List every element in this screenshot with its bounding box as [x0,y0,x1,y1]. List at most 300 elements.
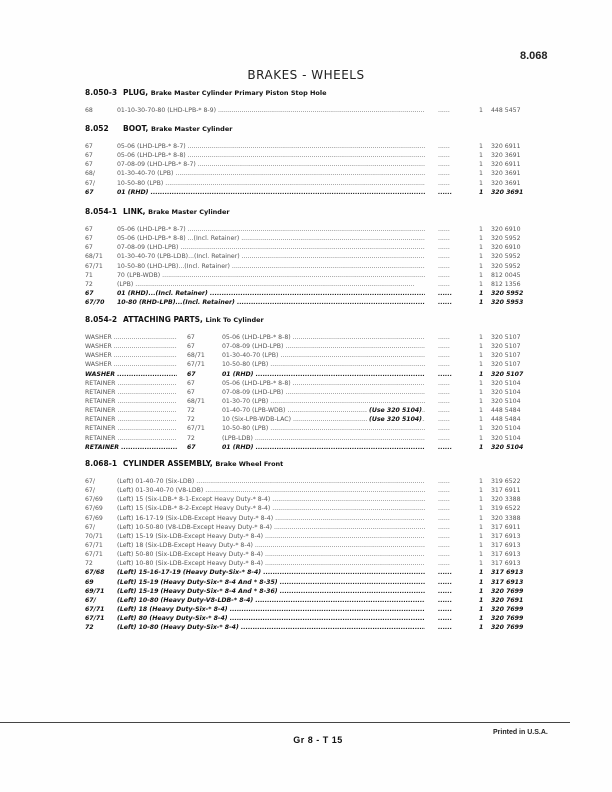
part-row [85,578,524,587]
part-number: 320 5104 [491,443,524,451]
part-number: 317 6911 [491,523,521,531]
part-number: 320 5107 [491,352,521,360]
leader-dots: ...... [438,161,450,169]
leader-dots: ...... [438,587,453,595]
part-row [85,298,524,307]
quantity: 1 [479,161,483,169]
part-number: 317 6913 [491,569,524,577]
model-years: 68/ [85,170,95,178]
model-years: 67 [85,161,93,169]
part-description: (Left) 15-19 (Heavy Duty-Six-* 8-4 And * 8-35) ..... [117,578,425,587]
part-description: (Left) 80 (Heavy Duty-Six-* 8-4) ..... [117,614,425,623]
part-number: 320 5953 [491,299,524,307]
quantity: 1 [479,587,484,595]
part-row [85,623,524,632]
leader-dots: ...... [438,569,453,577]
quantity: 1 [479,434,483,442]
model-years: 67/71 [85,551,103,559]
leader-dots: ...... [438,253,450,261]
quantity: 1 [479,262,483,270]
section-code: 8.052 [85,124,109,133]
quantity: 1 [479,505,483,513]
part-description: 01 (RHD) ..... [222,370,425,379]
use-instead-note: (Use 320 5104) [369,407,423,415]
quantity: 1 [479,596,484,604]
leader-dots: ...... [438,532,450,540]
leader-dots: ...... [438,560,450,568]
part-number: 320 5104 [491,434,521,442]
model-years: 70/71 [85,532,103,540]
part-description: (Left) 15-19 (Six-LDB-Except Heavy Duty-* 8-4) ..... [117,532,425,541]
quantity: 1 [479,443,484,451]
section-code: 8.054-1 [85,207,118,216]
section-name: BOOT, [123,124,149,133]
part-description: 01 (RHD) ..... [222,443,425,452]
model-years: 67 [85,244,93,252]
part-description: 01 (RHD)...(Incl. Retainer) ..... [117,289,425,298]
leader-dots: ...... [438,416,450,424]
section-8-050-3 [85,88,521,115]
part-description: 70 (LPB-WDB) ..... [117,271,425,280]
part-description: 05-06 (LHD-LPB-* 8-8) ..... [222,379,425,388]
section-heading [85,207,505,225]
quantity: 1 [479,578,484,586]
part-description: 07-08-09 (LHD-LPB-* 8-7) ..... [117,160,425,169]
leader-dots: ...... [438,397,450,405]
model-years: 67/69 [85,496,103,504]
part-name: RETAINER ..... [85,415,177,424]
section-heading [85,88,505,106]
part-description: 07-08-09 (LHD-LPB) ..... [222,342,425,351]
part-description: (Left) 01-30-40-70 (V8-LDB) ..... [117,486,425,495]
quantity: 1 [479,569,484,577]
leader-dots: ...... [438,262,450,270]
model-years: 72 [187,434,195,442]
part-description: 05-06 (LHD-LPB-* 8-8) ..... [222,333,425,342]
leader-dots: ...... [438,496,450,504]
part-description: 01-30-40-70 (LPB-LDB)...(Incl. Retainer) ..... [117,252,425,261]
page-title: BRAKES - WHEELS [247,68,365,82]
part-number: 320 5107 [491,361,521,369]
quantity: 1 [479,551,483,559]
page-footer: Gr 8 - T 15 [293,735,343,745]
part-row [85,434,521,443]
quantity: 1 [479,370,484,378]
leader-dots: ...... [438,487,450,495]
section-heading [85,459,505,477]
part-number: 448 5457 [491,107,521,114]
model-years: 67/ [85,478,95,485]
leader-dots: ...... [438,541,450,549]
quantity: 1 [479,253,483,261]
part-row [85,559,521,568]
part-row [85,106,521,115]
leader-dots: ...... [438,407,450,415]
leader-dots: ...... [438,299,453,307]
model-years: 67 [85,226,93,233]
quantity: 1 [479,343,483,351]
quantity: 1 [479,188,484,196]
part-row [85,550,521,559]
quantity: 1 [479,334,483,341]
part-row [85,477,521,486]
part-number: 320 5104 [491,397,521,405]
part-row [85,424,521,433]
part-description: 01-30-40-70 (LPB) ..... [117,169,425,178]
leader-dots: ...... [438,352,450,360]
part-number: 320 7699 [491,624,524,632]
model-years: 67/ [85,179,95,187]
quantity: 1 [479,352,483,360]
part-name: RETAINER ..... [85,434,177,443]
part-number: 320 5104 [491,388,521,396]
part-description: (Left) 10-80 (Heavy Duty-Six-* 8-4) ..... [117,623,425,632]
leader-dots: ...... [438,425,450,433]
part-row [85,397,521,406]
part-row [85,342,521,351]
part-number: 320 5107 [491,370,524,378]
part-row [85,443,524,452]
model-years: 67/ [85,523,95,531]
model-years: 67 [187,334,195,341]
model-years: 72 [85,560,93,568]
leader-dots: ...... [438,551,450,559]
use-instead-note: (Use 320 5104) [369,416,423,424]
quantity: 1 [479,615,484,623]
quantity: 1 [479,179,483,187]
leader-dots: ...... [438,523,450,531]
part-description: (Left) 50-80 (Six-LDB-Except Heavy Duty-* 8-4) ..... [117,550,425,559]
model-years: 67/69 [85,514,103,522]
part-description: 07-08-09 (LHD-LPB) ..... [222,388,425,397]
part-description: 10-50-80 (LHD-LPB)...(Incl. Retainer) ..... [117,262,425,271]
part-row [85,596,524,605]
quantity: 1 [479,271,483,279]
part-description: (Left) 10-50-80 (V8-LDB-Except Heavy Duty-* 8-4) ..... [117,523,425,532]
model-years: 67 [85,143,93,150]
part-description: (Left) 15 (Six-LDB-* 8-1-Except Heavy Duty-* 8-4) ..... [117,495,425,504]
quantity: 1 [479,532,483,540]
model-years: 68/71 [85,253,103,261]
part-row [85,379,521,388]
model-years: 67/ [85,596,96,604]
leader-dots: ...... [438,143,450,150]
part-name: RETAINER ..... [85,406,177,415]
quantity: 1 [479,416,483,424]
model-years: 69/71 [85,587,105,595]
part-number: 320 5952 [491,289,524,297]
part-number: 320 3691 [491,188,524,196]
leader-dots: ...... [438,179,450,187]
part-description: (Left) 10-80 (Six-LDB-Except Heavy Duty-* 8-4) ..... [117,559,425,568]
quantity: 1 [479,425,483,433]
part-number: 320 7691 [491,596,524,604]
part-number: 812 0045 [491,271,521,279]
leader-dots: ...... [438,379,450,387]
section-subtitle: Link To Cylinder [205,316,264,324]
quantity: 1 [479,397,483,405]
leader-dots: ...... [438,505,450,513]
model-years: 72 [85,624,94,632]
quantity: 1 [479,496,483,504]
leader-dots: ...... [438,478,450,485]
part-row [85,614,524,623]
section-8-054-2 [85,315,524,452]
page-number: 8.068 [520,50,548,62]
part-number: 448 5484 [491,416,521,424]
leader-dots: ...... [438,107,450,114]
model-years: 67 [85,152,93,160]
part-description: (Left) 18 (Six-LDB-Except Heavy Duty-* 8-4) ..... [117,541,425,550]
part-number: 320 5107 [491,343,521,351]
leader-dots: ...... [438,361,450,369]
part-row [85,388,521,397]
quantity: 1 [479,289,484,297]
part-number: 320 5107 [491,334,521,341]
part-description: (LPB) ..... [117,280,425,289]
part-row [85,142,521,151]
section-heading [85,315,505,333]
section-8-068-1 [85,459,524,632]
part-number: 317 6913 [491,541,521,549]
part-name: WASHER ..... [85,342,177,351]
part-row [85,486,521,495]
model-years: 67/71 [187,361,205,369]
model-years: 67/71 [187,425,205,433]
section-name: ATTACHING PARTS, [123,315,203,324]
part-row [85,252,521,261]
part-name: WASHER ..... [85,370,177,379]
leader-dots: ...... [438,596,453,604]
quantity: 1 [479,235,483,243]
part-number: 319 6522 [491,478,521,485]
quantity: 1 [479,299,484,307]
model-years: 67 [85,235,93,243]
leader-dots: ...... [438,289,453,297]
part-number: 812 1356 [491,280,521,288]
model-years: 67 [187,379,195,387]
model-years: 67/70 [85,299,105,307]
part-row [85,360,521,369]
part-number: 319 6522 [491,505,521,513]
quantity: 1 [479,152,483,160]
footer-divider [0,722,570,723]
part-name: WASHER ..... [85,351,177,360]
leader-dots: ...... [438,152,450,160]
quantity: 1 [479,361,483,369]
leader-dots: ...... [438,226,450,233]
part-name: RETAINER ..... [85,424,177,433]
quantity: 1 [479,170,483,178]
part-name: WASHER ..... [85,333,177,342]
part-number: 320 3388 [491,514,521,522]
part-description: 01-30-70 (LPB) ..... [222,397,425,406]
quantity: 1 [479,560,483,568]
part-row [85,370,524,379]
part-row [85,243,521,252]
model-years: 68/71 [187,352,205,360]
quantity: 1 [479,487,483,495]
quantity: 1 [479,478,483,485]
leader-dots: ...... [438,244,450,252]
part-number: 320 3388 [491,496,521,504]
model-years: 67/68 [85,569,105,577]
part-number: 320 7699 [491,615,524,623]
part-row [85,514,521,523]
section-subtitle: Brake Master Cylinder [148,208,230,216]
part-number: 317 6913 [491,578,524,586]
leader-dots: ...... [438,334,450,341]
section-8-054-1 [85,207,524,307]
model-years: 72 [187,416,195,424]
part-row [85,151,521,160]
part-name: WASHER ..... [85,360,177,369]
model-years: 67/71 [85,615,105,623]
leader-dots: ...... [438,578,453,586]
part-row [85,495,521,504]
model-years: 69 [85,578,94,586]
leader-dots: ...... [438,605,453,613]
part-row [85,188,524,197]
section-name: PLUG, [123,88,149,97]
section-subtitle: Brake Master Cylinder Primary Piston Stop Hole [150,89,327,97]
part-number: 320 5952 [491,262,521,270]
leader-dots: ...... [438,370,453,378]
part-name: RETAINER ..... [85,397,177,406]
quantity: 1 [479,388,483,396]
part-description: 05-06 (LHD-LPB-* 8-7) ..... [117,225,425,234]
quantity: 1 [479,523,483,531]
model-years: 67/71 [85,605,105,613]
part-description: 07-08-09 (LHD-LPB) ..... [117,243,425,252]
part-name: RETAINER ..... [85,443,177,452]
leader-dots: ...... [438,514,450,522]
model-years: 67/71 [85,541,103,549]
model-years: 67/ [85,487,95,495]
part-number: 320 6911 [491,161,521,169]
model-years: 72 [187,407,195,415]
part-number: 320 6910 [491,244,521,252]
part-row [85,415,521,424]
section-heading [85,124,505,142]
quantity: 1 [479,143,483,150]
quantity: 1 [479,541,483,549]
quantity: 1 [479,379,483,387]
part-number: 320 5952 [491,235,521,243]
part-number: 320 6910 [491,226,521,233]
leader-dots: ...... [438,443,453,451]
part-row [85,262,521,271]
part-row [85,523,521,532]
part-number: 317 6913 [491,560,521,568]
leader-dots: ...... [438,624,453,632]
part-row [85,225,521,234]
part-row [85,406,521,415]
part-row [85,568,524,577]
part-row [85,169,521,178]
part-row [85,587,524,596]
part-number: 448 5484 [491,407,521,415]
model-years: 67 [85,289,94,297]
model-years: 68 [85,107,93,114]
part-number: 320 5952 [491,253,521,261]
leader-dots: ...... [438,343,450,351]
part-description: 01-40-70 (LPB-WDB) ..... [222,406,425,415]
model-years: 67 [187,343,195,351]
part-description: (Left) 15 (Six-LDB-* 8-2-Except Heavy Duty-* 8-4) ..... [117,504,425,513]
model-years: 67 [187,443,196,451]
quantity: 1 [479,624,484,632]
part-description: 05-06 (LHD-LPB-* 8-8) ...(Incl. Retainer) ..... [117,234,425,243]
part-description: (LPB-LDB) ..... [222,434,425,443]
part-row [85,532,521,541]
leader-dots: ...... [438,235,450,243]
model-years: 67 [187,370,196,378]
part-number: 320 6911 [491,143,521,150]
leader-dots: ...... [438,434,450,442]
part-number: 320 5104 [491,425,521,433]
quantity: 1 [479,514,483,522]
part-description: 10-80 (RHD-LPB)...(Incl. Retainer) ..... [117,298,425,307]
section-subtitle: Brake Master Cylinder [151,125,233,133]
part-number: 320 7699 [491,605,524,613]
section-name: LINK, [123,207,146,216]
part-number: 320 3691 [491,170,521,178]
part-description: 05-06 (LHD-LPB-* 8-8) ..... [117,151,425,160]
part-row [85,280,521,289]
leader-dots: ...... [438,280,450,288]
part-row [85,271,521,280]
section-8-052 [85,124,524,197]
part-description: 01 (RHD) ..... [117,188,425,197]
quantity: 1 [479,280,483,288]
model-years: 71 [85,271,93,279]
section-code: 8.068-1 [85,459,118,468]
part-number: 317 6911 [491,487,521,495]
part-number: 320 3691 [491,179,521,187]
part-description: 05-06 (LHD-LPB-* 8-7) ..... [117,142,425,151]
leader-dots: ...... [438,188,453,196]
section-name: CYLINDER ASSEMBLY, [123,459,213,468]
model-years: 68/71 [187,397,205,405]
part-description: (Left) 15-19 (Heavy Duty-Six-* 8-4 And * 8-36) ..... [117,587,425,596]
part-description: (Left) 01-40-70 (Six-LDB) ..... [117,477,425,486]
leader-dots: ...... [438,271,450,279]
part-description: (Left) 18 (Heavy Duty-Six-* 8-4) ..... [117,605,425,614]
part-row [85,605,524,614]
part-number: 317 6913 [491,532,521,540]
part-description: (Left) 15-16-17-19 (Heavy Duty-Six-* 8-4) ..... [117,568,425,577]
leader-dots: ...... [438,388,450,396]
model-years: 67 [187,388,195,396]
part-description: 10-50-80 (LPB) ..... [117,179,425,188]
part-row [85,333,521,342]
model-years: 67 [85,188,94,196]
part-description: 10-50-80 (LPB) ..... [222,424,425,433]
part-number: 317 6913 [491,551,521,559]
part-name: RETAINER ..... [85,379,177,388]
model-years: 67/71 [85,262,103,270]
leader-dots: ...... [438,170,450,178]
part-row [85,234,521,243]
part-row [85,351,521,360]
part-row [85,289,524,298]
quantity: 1 [479,107,483,114]
part-description: 10 (Six-LPB-WDB-LAC) ..... [222,415,425,424]
section-subtitle: Brake Wheel Front [215,460,284,468]
model-years: 72 [85,280,93,288]
part-row [85,160,521,169]
